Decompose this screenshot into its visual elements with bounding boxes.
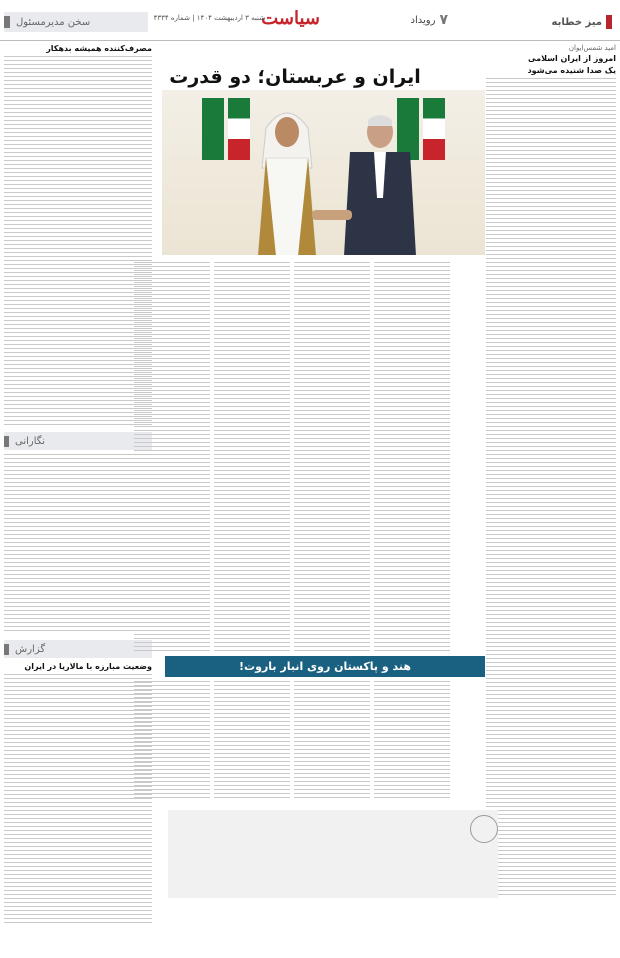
left-column — [4, 44, 152, 924]
person-left — [252, 98, 322, 255]
section-band-bottom — [4, 640, 152, 658]
band-mid-label: نگارانی — [15, 435, 46, 447]
article-col-1 — [134, 262, 210, 652]
right-article-title-1: امروز از ایران اسلامی — [528, 54, 616, 63]
seal-icon — [470, 815, 498, 843]
right-column — [486, 44, 616, 898]
page-number: ۷ — [439, 12, 448, 28]
section-band-mid — [4, 432, 152, 450]
sub-article-col-2 — [214, 681, 290, 801]
section-right-label: میز خطابه — [551, 16, 602, 28]
sub-article-banner: هند و پاکستان روی انبار باروت! — [165, 656, 485, 677]
sub-article-col-4 — [374, 681, 450, 801]
band-marker — [4, 644, 9, 655]
header-rule — [0, 40, 620, 41]
main-headline: ایران و عربستان؛ دو قدرت — [169, 66, 421, 88]
article-col-3 — [294, 262, 370, 652]
article1-title: مصرف‌کننده همیشه بدهکار — [46, 44, 152, 53]
author-kicker: امید شمس‌ایوان — [568, 44, 616, 52]
flag-iran — [228, 98, 250, 160]
section-marker — [606, 15, 612, 29]
person-right — [340, 108, 420, 255]
article2-body — [4, 454, 152, 634]
band-marker — [4, 436, 9, 447]
section-tag-right — [552, 12, 613, 32]
section-mid-label: رویداد — [410, 14, 436, 26]
article-col-2 — [214, 262, 290, 652]
newspaper-logo: سیاست — [261, 8, 320, 29]
article3-body — [4, 674, 152, 924]
right-article-body — [486, 78, 616, 898]
heading-marker — [4, 16, 10, 28]
article-col-4 — [374, 262, 450, 652]
flag-saudi — [202, 98, 224, 160]
band-bottom-label: گزارش — [15, 643, 46, 655]
article3-title: وضعیت مبارزه با مالاریا در ایران — [24, 662, 152, 671]
dateline: شنبه ۳ اردیبهشت ۱۴۰۴ | شماره ۴۳۳۴ — [153, 14, 265, 22]
sub-article-col-1 — [134, 681, 210, 801]
handshake — [312, 210, 352, 220]
page-header — [0, 0, 620, 42]
left-heading-label: سخن مدیرمسئول — [16, 16, 91, 28]
sub-article-col-3 — [294, 681, 370, 801]
main-photo — [162, 90, 485, 255]
left-column-heading — [4, 12, 148, 32]
right-article-title-2: یک صدا شنیده می‌شود — [527, 66, 616, 75]
section-tag-mid — [411, 12, 448, 28]
article1-body — [4, 56, 152, 426]
flag-iran — [423, 98, 445, 160]
imprint-box — [168, 810, 498, 898]
